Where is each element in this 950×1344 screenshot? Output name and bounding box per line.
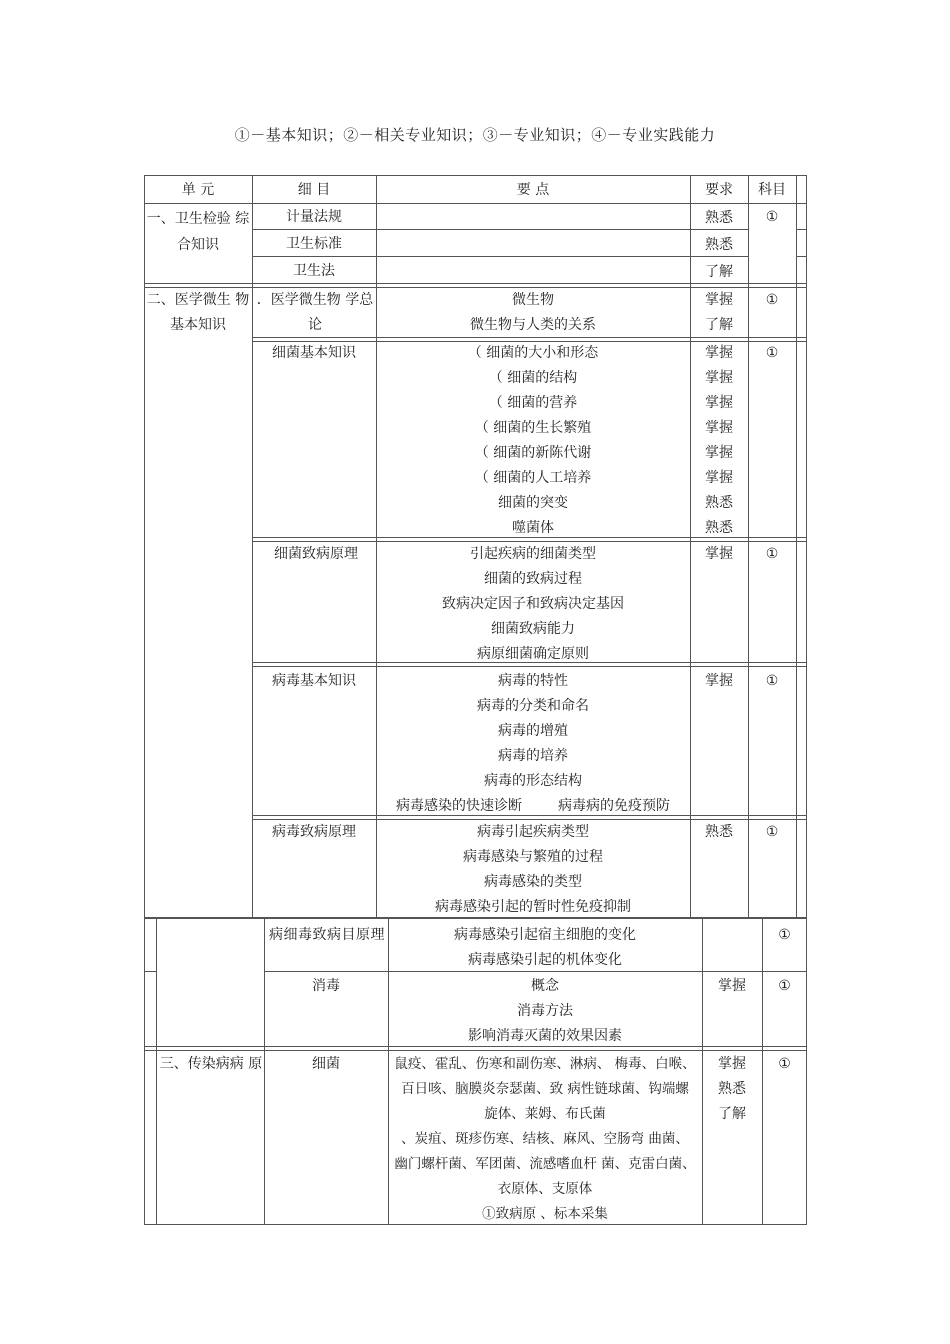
detail-bacteria: 细菌 — [312, 1056, 340, 1072]
detail-microbiology-general: ．医学微生物 学总论 — [256, 292, 374, 333]
subject-unit-1: ① — [765, 209, 779, 225]
subject-virus-basics: ① — [765, 673, 779, 689]
header-requirement: 要求 — [705, 182, 733, 198]
subject-bacteria: ① — [778, 1056, 791, 1072]
detail-metrology-law: 计量法规 — [286, 209, 342, 225]
points-disinfection: 概念 消毒方法 影响消毒灭菌的效果因素 — [468, 978, 622, 1044]
req-bacteria: 掌握 熟悉 了解 — [718, 1056, 746, 1122]
header-subject: 科目 — [758, 182, 786, 198]
req-virus-basics: 掌握 — [705, 673, 733, 689]
points-bacterial-pathogenesis: 引起疾病的细菌类型 细菌的致病过程 致病决定因子和致病决定基因 细菌致病能力 病原细菌确定原则 — [442, 546, 624, 662]
points-virus-host-effects: 病毒感染引起宿主细胞的变化 病毒感染引起的机体变化 — [454, 927, 636, 968]
subject-legend: ①－基本知识；②－相关专业知识；③－专业知识；④－专业实践能力 — [234, 126, 716, 144]
subject-bacterial-pathogenesis: ① — [765, 546, 779, 562]
req-bacterial-pathogenesis: 掌握 — [705, 546, 733, 562]
points-bacteria-basics: （ 细菌的大小和形态 （ 细菌的结构 （ 细菌的营养 （ 细菌的生长繁殖 （ 细菌的新陈代谢 （ 细菌的人工培养 细菌的突变 噬菌体 — [467, 345, 599, 536]
subject-microbiology-general: ① — [765, 292, 779, 308]
unit-1: 一、卫生检验 综合知识 — [146, 211, 250, 253]
unit-2: 二、医学微生 物基本知识 — [146, 292, 250, 333]
header-points: 要 点 — [516, 182, 550, 198]
points-virus-pathogenesis: 病毒引起疾病类型 病毒感染与繁殖的过程 病毒感染的类型 病毒感染引起的暂时性免疫抑制 — [435, 824, 631, 915]
detail-virus-basics: 病毒基本知识 — [272, 673, 356, 689]
subject-virus-pathogenesis: ① — [765, 824, 779, 840]
subject-disinfection: ① — [778, 978, 791, 994]
req-microbiology-general: 掌握 了解 — [705, 292, 733, 333]
detail-bacteria-basics: 细菌基本知识 — [272, 345, 356, 361]
detail-bacterial-pathogenesis: 细菌致病原理 — [274, 546, 358, 562]
detail-virus-host-effects: 病细毒致病目原理 — [269, 927, 385, 943]
points-virus-basics: 病毒的特性 病毒的分类和命名 病毒的增殖 病毒的培养 病毒的形态结构 病毒感染的快速诊断 病毒病的免疫预防 — [396, 673, 670, 814]
req-health-law: 了解 — [705, 264, 733, 280]
req-health-standard: 熟悉 — [705, 237, 733, 253]
detail-virus-pathogenesis: 病毒致病原理 — [272, 824, 356, 840]
subject-bacteria-basics: ① — [765, 345, 779, 361]
detail-disinfection: 消毒 — [312, 978, 340, 994]
detail-health-law: 卫生法 — [293, 263, 335, 279]
points-bacteria: 鼠疫、霍乱、伤寒和副伤寒、淋病、 梅毒、白喉、 百日咳、脑膜炎奈瑟菌、致 病性链球菌、钩端螺 旋体、莱姆、布氏菌 、炭疽、斑疹伤寒、结核、麻风、空肠弯 曲菌、 幽门螺杆菌、军团菌、流感嗜血杆 菌、克雷白菌、 衣原体、支原体 ①致病原 、标本采集 — [394, 1056, 696, 1222]
req-metrology-law: 熟悉 — [705, 210, 733, 226]
header-unit: 单 元 — [181, 182, 215, 198]
req-bacteria-basics: 掌握 掌握 掌握 掌握 掌握 掌握 熟悉 熟悉 — [705, 345, 733, 536]
req-disinfection: 掌握 — [718, 978, 746, 994]
detail-health-standard: 卫生标准 — [286, 236, 342, 252]
header-detail: 细 目 — [297, 182, 331, 198]
unit-3: 三、传染病病 原 — [159, 1056, 263, 1072]
points-microbiology-general: 微生物 微生物与人类的关系 — [470, 292, 596, 333]
req-virus-pathogenesis: 熟悉 — [705, 824, 733, 840]
subject-virus-host-effects: ① — [778, 927, 791, 943]
